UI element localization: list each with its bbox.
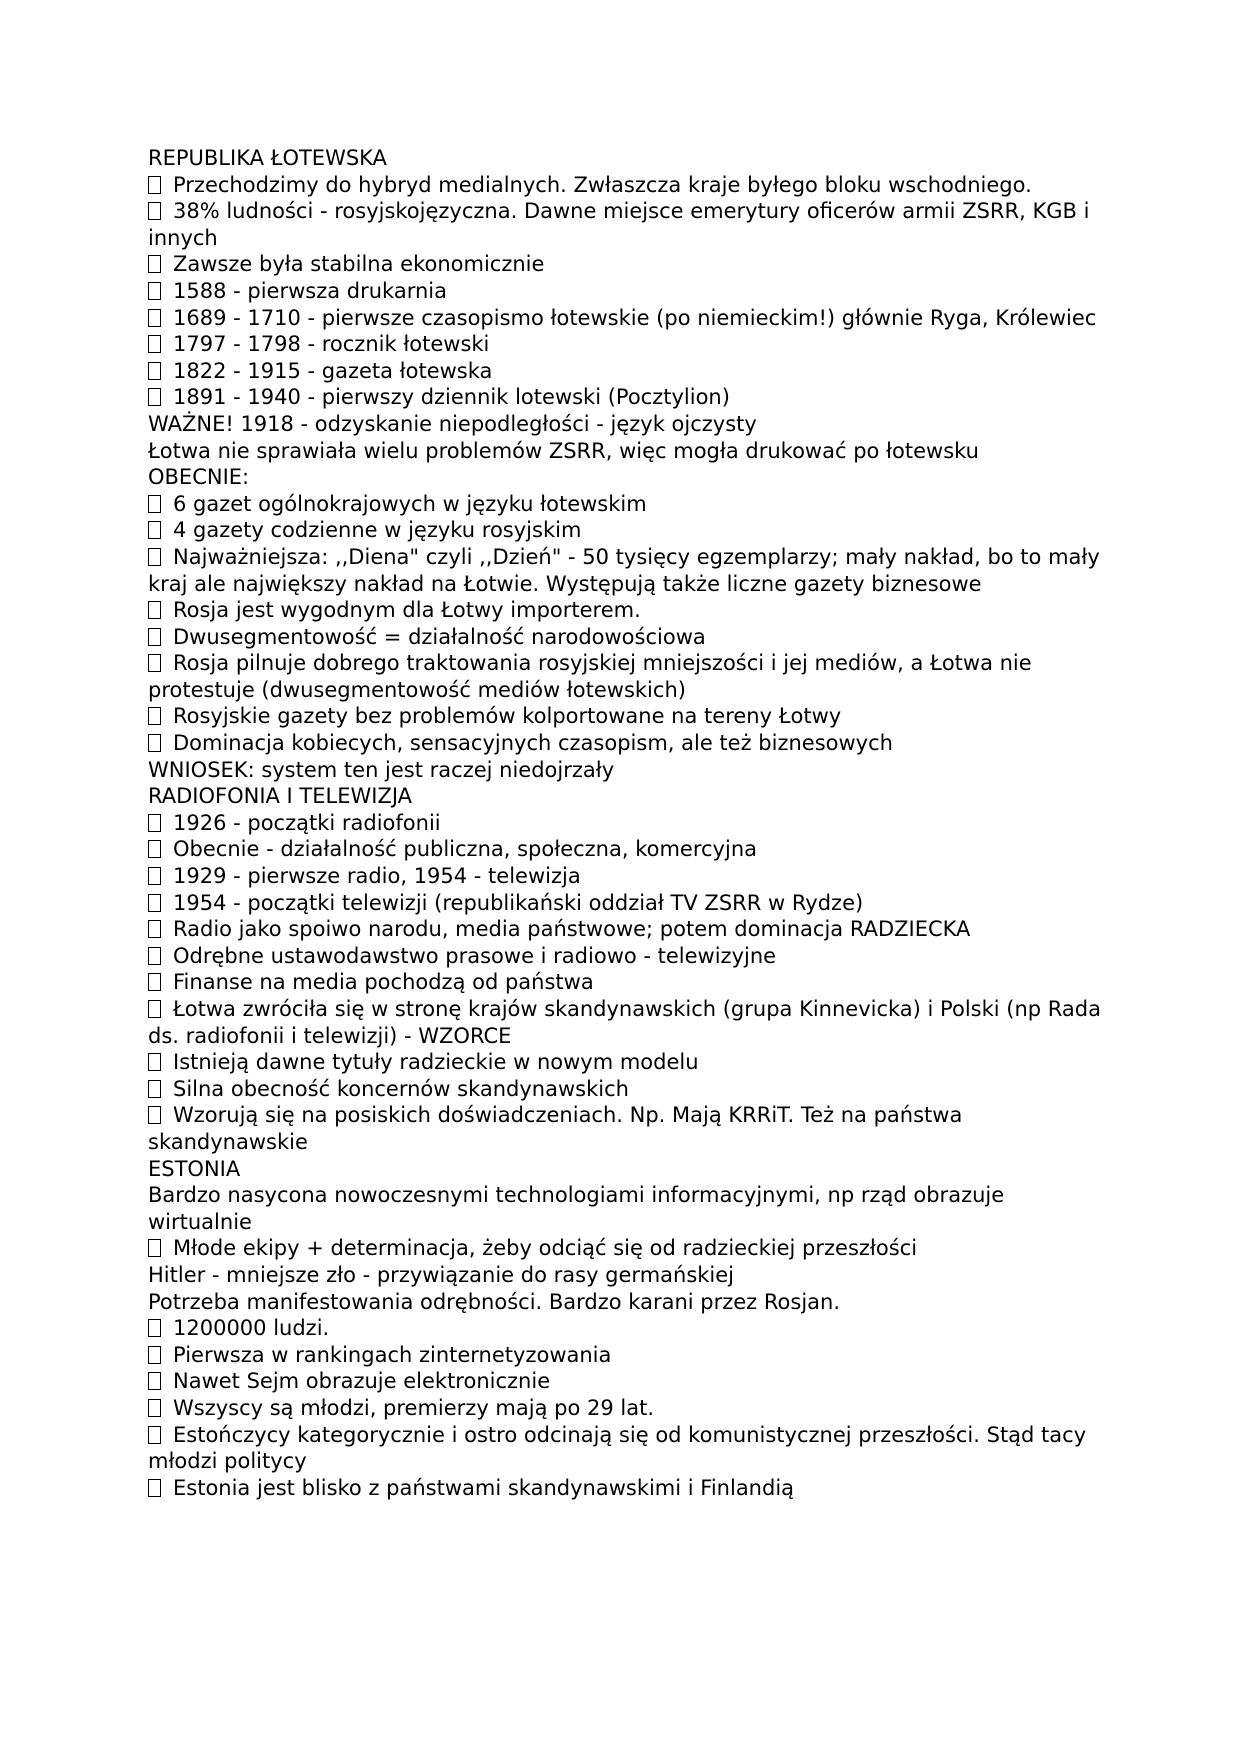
line-text: Obecnie - działalność publiczna, społeczna, komercyjna: [173, 837, 758, 862]
line-text: Nawet Sejm obrazuje elektronicznie: [173, 1369, 551, 1394]
bullet-item: [148, 358, 1108, 385]
missing-glyph-bullet-icon: [148, 1239, 161, 1257]
line-text: Zawsze była stabilna ekonomicznie: [173, 252, 545, 277]
line-text: ESTONIA: [148, 1156, 241, 1181]
line-text: Bardzo nasycona nowoczesnymi technologiami informacyjnymi, np rząd obrazuje wirtualnie: [148, 1183, 1005, 1234]
bullet-item: [148, 624, 1108, 651]
line-text: Rosja pilnuje dobrego traktowania rosyjskiej mniejszości i jej mediów, a Łotwa nie protestuje (dwusegmentowość mediów łotewskich): [148, 651, 1032, 702]
bullet-item: [148, 996, 1108, 1049]
bullet-item: [148, 1315, 1108, 1342]
line-text: Finanse na media pochodzą od państwa: [173, 970, 594, 995]
bullet-item: [148, 810, 1108, 837]
missing-glyph-bullet-icon: [148, 894, 161, 912]
missing-glyph-bullet-icon: [148, 973, 161, 991]
bullet-item: [148, 491, 1108, 518]
text-line: [148, 783, 1108, 810]
bullet-item: [148, 198, 1108, 251]
missing-glyph-bullet-icon: [148, 1479, 161, 1497]
text-line: [148, 757, 1108, 784]
bullet-item: [148, 1342, 1108, 1369]
line-text: 1200000 ludzi.: [173, 1316, 330, 1341]
missing-glyph-bullet-icon: [148, 388, 161, 406]
missing-glyph-bullet-icon: [148, 521, 161, 539]
line-text: OBECNIE:: [148, 465, 250, 490]
missing-glyph-bullet-icon: [148, 495, 161, 513]
document-page: [148, 145, 1108, 1501]
missing-glyph-bullet-icon: [148, 1426, 161, 1444]
missing-glyph-bullet-icon: [148, 1080, 161, 1098]
bullet-item: [148, 305, 1108, 332]
bullet-item: [148, 890, 1108, 917]
line-text: Radio jako spoiwo narodu, media państwowe; potem dominacja RADZIECKA: [173, 917, 971, 942]
bullet-item: [148, 1475, 1108, 1502]
missing-glyph-bullet-icon: [148, 1319, 161, 1337]
line-text: 1929 - pierwsze radio, 1954 - telewizja: [173, 864, 581, 889]
missing-glyph-bullet-icon: [148, 362, 161, 380]
missing-glyph-bullet-icon: [148, 734, 161, 752]
bullet-item: [148, 597, 1108, 624]
missing-glyph-bullet-icon: [148, 335, 161, 353]
line-text: 6 gazet ogólnokrajowych w języku łotewskim: [173, 491, 647, 516]
bullet-item: [148, 1102, 1108, 1155]
missing-glyph-bullet-icon: [148, 920, 161, 938]
missing-glyph-bullet-icon: [148, 202, 161, 220]
missing-glyph-bullet-icon: [148, 255, 161, 273]
missing-glyph-bullet-icon: [148, 707, 161, 725]
bullet-item: [148, 650, 1108, 703]
bullet-item: [148, 517, 1108, 544]
bullet-item: [148, 544, 1108, 597]
line-text: Dominacja kobiecych, sensacyjnych czasopism, ale też biznesowych: [173, 731, 893, 756]
bullet-item: [148, 1076, 1108, 1103]
bullet-item: [148, 943, 1108, 970]
line-text: Przechodzimy do hybryd medialnych. Zwłaszcza kraje byłego bloku wschodniego.: [173, 172, 1032, 197]
text-line: [148, 145, 1108, 172]
text-line: [148, 1182, 1108, 1235]
line-text: Estonia jest blisko z państwami skandynawskimi i Finlandią: [173, 1475, 795, 1500]
line-text: 1954 - początki telewizji (republikański oddział TV ZSRR w Rydze): [173, 890, 864, 915]
line-text: WAŻNE! 1918 - odzyskanie niepodległości - język ojczysty: [148, 411, 757, 436]
bullet-item: [148, 172, 1108, 199]
bullet-item: [148, 1049, 1108, 1076]
text-line: [148, 1156, 1108, 1183]
bullet-item: [148, 1422, 1108, 1475]
line-text: Najważniejsza: ,,Diena" czyli ,,Dzień" - 50 tysięcy egzemplarzy; mały nakład, bo to mały kraj ale największy nakład na Łotwie. Występują także liczne gazety biznesowe: [148, 544, 1100, 596]
line-text: Pierwsza w rankingach zinternetyzowania: [173, 1342, 612, 1367]
missing-glyph-bullet-icon: [148, 947, 161, 965]
bullet-item: [148, 1395, 1108, 1422]
missing-glyph-bullet-icon: [148, 1106, 161, 1124]
bullet-item: [148, 1235, 1108, 1262]
missing-glyph-bullet-icon: [148, 1000, 161, 1018]
missing-glyph-bullet-icon: [148, 309, 161, 327]
line-text: 1588 - pierwsza drukarnia: [173, 278, 447, 303]
bullet-item: [148, 916, 1108, 943]
text-line: [148, 1262, 1108, 1289]
bullet-item: [148, 730, 1108, 757]
line-text: Wzorują się na posiskich doświadczeniach. Np. Mają KRRiT. Też na państwa skandynawskie: [148, 1103, 963, 1154]
bullet-item: [148, 836, 1108, 863]
missing-glyph-bullet-icon: [148, 814, 161, 832]
line-text: 1822 - 1915 - gazeta łotewska: [173, 358, 493, 383]
line-text: WNIOSEK: system ten jest raczej niedojrzały: [148, 757, 615, 782]
text-line: [148, 464, 1108, 491]
line-text: Łotwa zwróciła się w stronę krajów skandynawskich (grupa Kinnevicka) i Polski (np Rada ds. radiofonii i telewizji) - WZORCE: [148, 997, 1101, 1048]
line-text: Młode ekipy + determinacja, żeby odciąć się od radzieckiej przeszłości: [173, 1236, 918, 1261]
line-text: Łotwa nie sprawiała wielu problemów ZSRR, więc mogła drukować po łotewsku: [148, 438, 979, 463]
line-text: 1891 - 1940 - pierwszy dziennik lotewski (Pocztylion): [173, 385, 730, 410]
text-line: [148, 438, 1108, 465]
bullet-item: [148, 1368, 1108, 1395]
line-text: Rosyjskie gazety bez problemów kolportowane na tereny Łotwy: [173, 704, 842, 729]
missing-glyph-bullet-icon: [148, 867, 161, 885]
bullet-item: [148, 251, 1108, 278]
line-text: 1689 - 1710 - pierwsze czasopismo łotewskie (po niemieckim!) głównie Ryga, Królewiec: [173, 305, 1097, 330]
line-text: REPUBLIKA ŁOTEWSKA: [148, 146, 387, 170]
line-text: Hitler - mniejsze zło - przywiązanie do rasy germańskiej: [148, 1262, 735, 1287]
line-text: RADIOFONIA I TELEWIZJA: [148, 784, 413, 809]
missing-glyph-bullet-icon: [148, 840, 161, 858]
missing-glyph-bullet-icon: [148, 548, 161, 566]
missing-glyph-bullet-icon: [148, 1399, 161, 1417]
bullet-item: [148, 863, 1108, 890]
text-line: [148, 411, 1108, 438]
line-text: 1926 - początki radiofonii: [173, 810, 441, 835]
missing-glyph-bullet-icon: [148, 1053, 161, 1071]
missing-glyph-bullet-icon: [148, 654, 161, 672]
line-text: Estończycy kategorycznie i ostro odcinają się od komunistycznej przeszłości. Stąd tacy młodzi politycy: [148, 1422, 1087, 1474]
missing-glyph-bullet-icon: [148, 176, 161, 194]
text-line: [148, 1289, 1108, 1316]
missing-glyph-bullet-icon: [148, 1346, 161, 1364]
line-text: Silna obecność koncernów skandynawskich: [173, 1076, 629, 1101]
missing-glyph-bullet-icon: [148, 282, 161, 300]
line-text: Odrębne ustawodawstwo prasowe i radiowo - telewizyjne: [173, 943, 777, 968]
line-text: Wszyscy są młodzi, premierzy mają po 29 lat.: [173, 1395, 655, 1420]
bullet-item: [148, 703, 1108, 730]
line-text: Dwusegmentowość = działalność narodowościowa: [173, 624, 706, 649]
bullet-item: [148, 384, 1108, 411]
line-text: 1797 - 1798 - rocznik łotewski: [173, 332, 490, 357]
line-text: 38% ludności - rosyjskojęzyczna. Dawne miejsce emerytury oficerów armii ZSRR, KGB i innych: [148, 199, 1090, 250]
bullet-item: [148, 969, 1108, 996]
line-text: Istnieją dawne tytuły radzieckie w nowym modelu: [173, 1050, 699, 1075]
line-text: Rosja jest wygodnym dla Łotwy importerem.: [173, 598, 641, 623]
bullet-item: [148, 331, 1108, 358]
missing-glyph-bullet-icon: [148, 601, 161, 619]
missing-glyph-bullet-icon: [148, 1372, 161, 1390]
line-text: Potrzeba manifestowania odrębności. Bardzo karani przez Rosjan.: [148, 1289, 841, 1314]
bullet-item: [148, 278, 1108, 305]
missing-glyph-bullet-icon: [148, 628, 161, 646]
line-text: 4 gazety codzienne w języku rosyjskim: [173, 518, 582, 543]
